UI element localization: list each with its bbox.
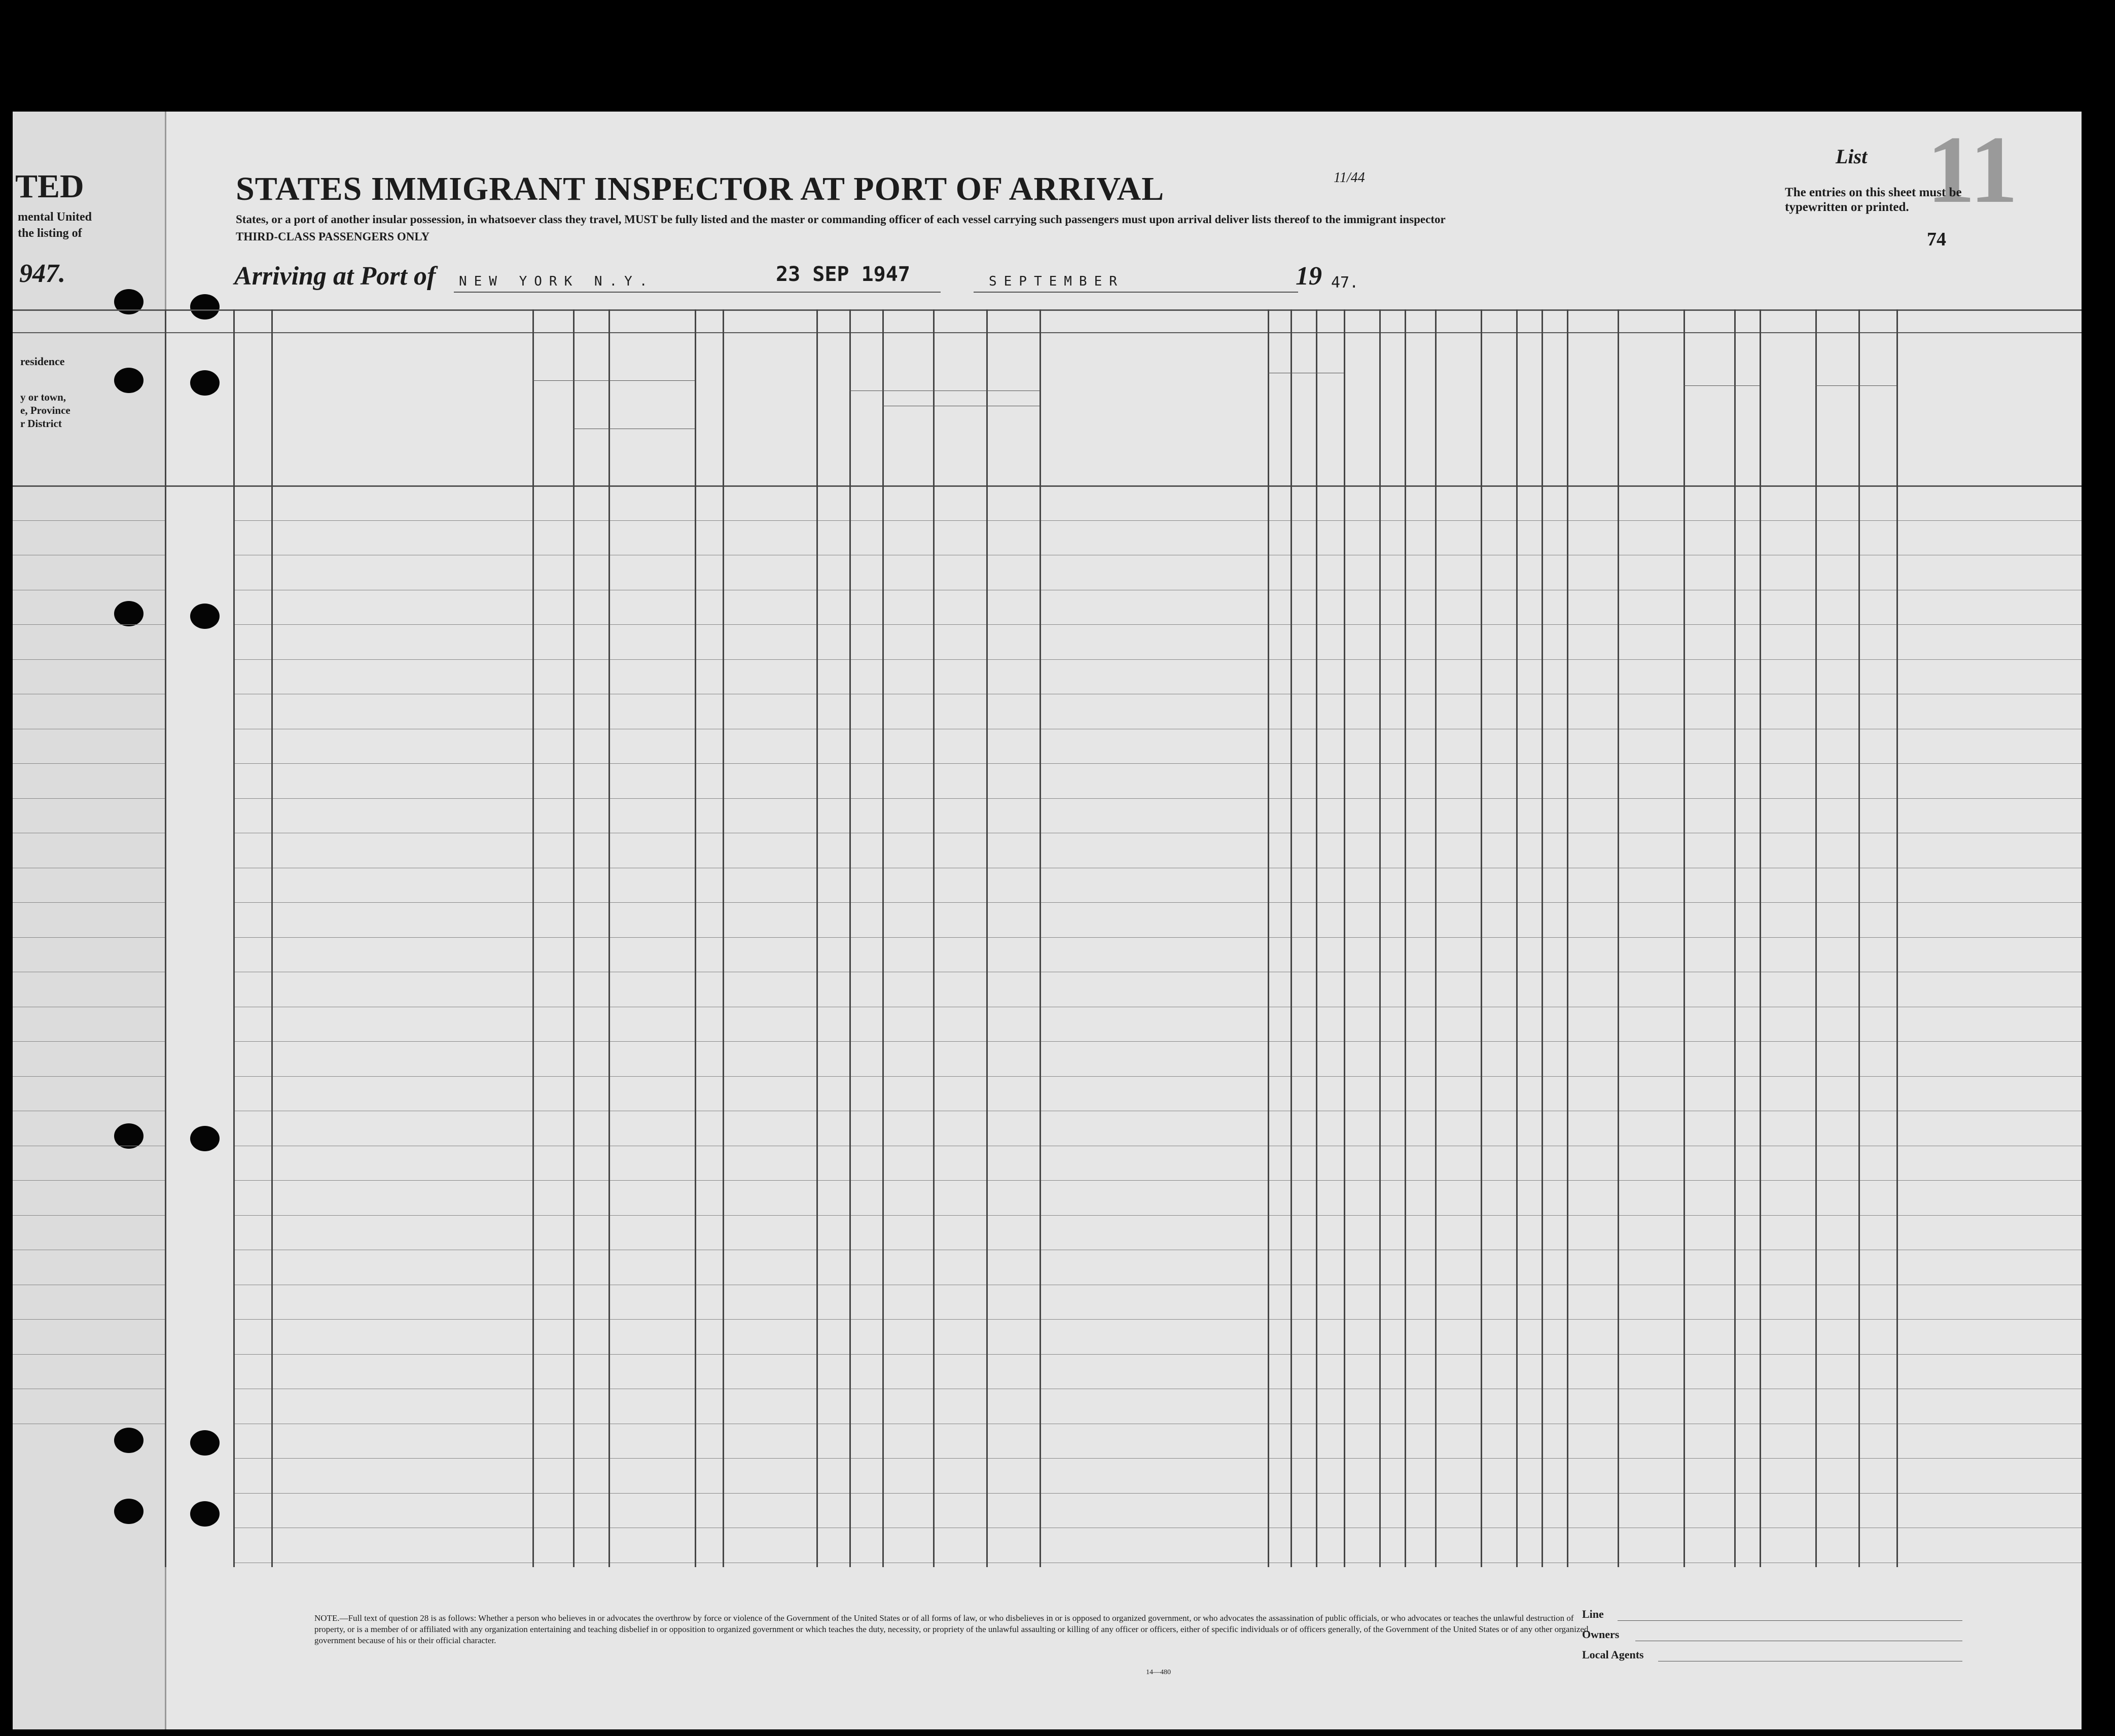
column-line xyxy=(1760,309,1761,1567)
column-line xyxy=(816,309,818,1567)
column-line xyxy=(165,309,166,1567)
left-page-fragment xyxy=(13,112,166,1729)
arriving-label: Arriving at Port of xyxy=(234,262,436,291)
column-line xyxy=(1290,309,1292,1567)
left-row-line xyxy=(13,937,165,938)
row-line xyxy=(233,1180,2082,1181)
column-line xyxy=(1542,309,1543,1567)
list-note: The entries on this sheet must be typewritten or printed. xyxy=(1785,186,1962,214)
column-line xyxy=(1896,309,1898,1567)
column-line xyxy=(271,309,273,1567)
page-title: STATES IMMIGRANT INSPECTOR AT PORT OF ARRIVAL xyxy=(236,170,1165,207)
left-row-line xyxy=(13,1319,165,1320)
list-label: List xyxy=(1836,145,1868,168)
left-sub1: mental United xyxy=(18,210,92,224)
row-line xyxy=(233,798,2082,799)
grid-top-line xyxy=(13,309,2082,311)
row-line xyxy=(233,1493,2082,1494)
col21-header xyxy=(819,340,846,477)
col24a-header xyxy=(1271,375,1287,477)
owners-label: Owners xyxy=(1582,1628,1620,1641)
row-line xyxy=(233,1041,2082,1042)
line-label: Line xyxy=(1582,1608,1604,1620)
column-line xyxy=(608,309,610,1567)
header-subline xyxy=(1683,385,1760,386)
column-line xyxy=(1858,309,1860,1567)
year-prefix: 19 xyxy=(1296,262,1322,291)
column-line xyxy=(1379,309,1381,1567)
manifest-sheet xyxy=(13,112,2082,1729)
column-line xyxy=(1481,309,1482,1567)
handwritten-mark: 11/44 xyxy=(1334,170,1365,186)
left-row-line xyxy=(13,902,165,903)
col24b-header xyxy=(1294,375,1313,477)
column-line xyxy=(1618,309,1619,1567)
date-stamp: 23 SEP 1947 xyxy=(776,263,910,286)
row-line xyxy=(233,1458,2082,1459)
column-line xyxy=(573,309,575,1567)
column-line xyxy=(986,309,988,1567)
header-subline xyxy=(532,380,695,381)
column-line xyxy=(233,309,235,1567)
month-name: SEPTEMBER xyxy=(989,274,1124,289)
row-line xyxy=(233,1076,2082,1077)
row-line xyxy=(233,902,2082,903)
row-line xyxy=(233,1319,2082,1320)
left-row-line xyxy=(13,1215,165,1216)
col19-header xyxy=(698,340,720,477)
header-bottom-line xyxy=(13,485,2082,487)
column-line xyxy=(849,309,851,1567)
column-line xyxy=(1815,309,1817,1567)
left-row-line xyxy=(13,1041,165,1042)
row-line xyxy=(233,1354,2082,1355)
left-row-line xyxy=(13,520,165,521)
column-line xyxy=(1344,309,1345,1567)
left-col-sub: y or town, e, Province r District xyxy=(20,391,70,430)
header-line2: THIRD-CLASS PASSENGERS ONLY xyxy=(236,230,430,243)
port-name: NEW YORK N.Y. xyxy=(459,274,655,289)
column-line xyxy=(1734,309,1736,1567)
column-line xyxy=(1039,309,1041,1567)
year-suffix: 47. xyxy=(1331,274,1359,292)
column-line xyxy=(695,309,696,1567)
left-row-line xyxy=(13,1354,165,1355)
column-line xyxy=(933,309,935,1567)
left-year: 947. xyxy=(19,259,65,288)
list-number: 11 xyxy=(1927,117,2018,223)
col28-header xyxy=(1438,340,1478,477)
col29-header xyxy=(1484,340,1513,477)
row-line xyxy=(233,763,2082,764)
column-line xyxy=(1567,309,1568,1567)
left-title-fragment: TED xyxy=(15,168,84,205)
sheet-number: 74 xyxy=(1927,229,1946,250)
col26-header xyxy=(1382,340,1402,477)
col31-header xyxy=(1545,340,1564,477)
col24c-header xyxy=(1319,375,1341,477)
header-subline xyxy=(1815,385,1896,386)
local-agents-label: Local Agents xyxy=(1582,1648,1644,1661)
left-row-line xyxy=(13,798,165,799)
left-row-line xyxy=(13,1180,165,1181)
row-line xyxy=(233,624,2082,625)
left-row-line xyxy=(13,763,165,764)
left-col-label: residence xyxy=(20,355,65,368)
column-line xyxy=(1268,309,1269,1567)
col27-header xyxy=(1408,340,1432,477)
column-line xyxy=(882,309,884,1567)
header-line1: States, or a port of another insular possession, in whatsoever class they travel, MUST be fully listed and the master or commanding officer of each vessel carrying such passengers must upon arrival deliver lists thereof to the immigrant inspector xyxy=(236,213,1446,226)
header-number-line xyxy=(13,332,2082,333)
row-line xyxy=(233,659,2082,660)
row-line xyxy=(233,937,2082,938)
column-line xyxy=(1405,309,1406,1567)
column-line xyxy=(1435,309,1437,1567)
column-line xyxy=(723,309,724,1567)
footer-note: NOTE.—Full text of question 28 is as follows: Whether a person who believes in or advocates the overthrow by force or violence of the Government of the United States or of all forms of law, or who disbelieves in or is opposed to organized government, or who advocates the assassination of public officials, or who advocates or teaches the unlawful destruction of property, or is a member of or affiliated with any organization entertaining and teaching disbelief in or opposition to organized government or which teaches the duty, necessity, or propriety of the unlawful assaulting or killing of any officer or officers, either of specific individuals or of officers generally, of the Government of the United States or of any other organized government because of his or their official character. xyxy=(314,1613,1589,1645)
left-sub2: the listing of xyxy=(18,227,82,240)
row-line xyxy=(233,520,2082,521)
column-line xyxy=(1683,309,1685,1567)
col25-header xyxy=(1347,340,1376,477)
left-row-line xyxy=(13,1076,165,1077)
form-number: 14—480 xyxy=(1146,1669,1171,1676)
row-line xyxy=(233,1215,2082,1216)
left-row-line xyxy=(13,624,165,625)
column-line xyxy=(1316,309,1317,1567)
column-line xyxy=(532,309,534,1567)
column-line xyxy=(1516,309,1518,1567)
col30-header xyxy=(1519,340,1538,477)
left-row-line xyxy=(13,659,165,660)
